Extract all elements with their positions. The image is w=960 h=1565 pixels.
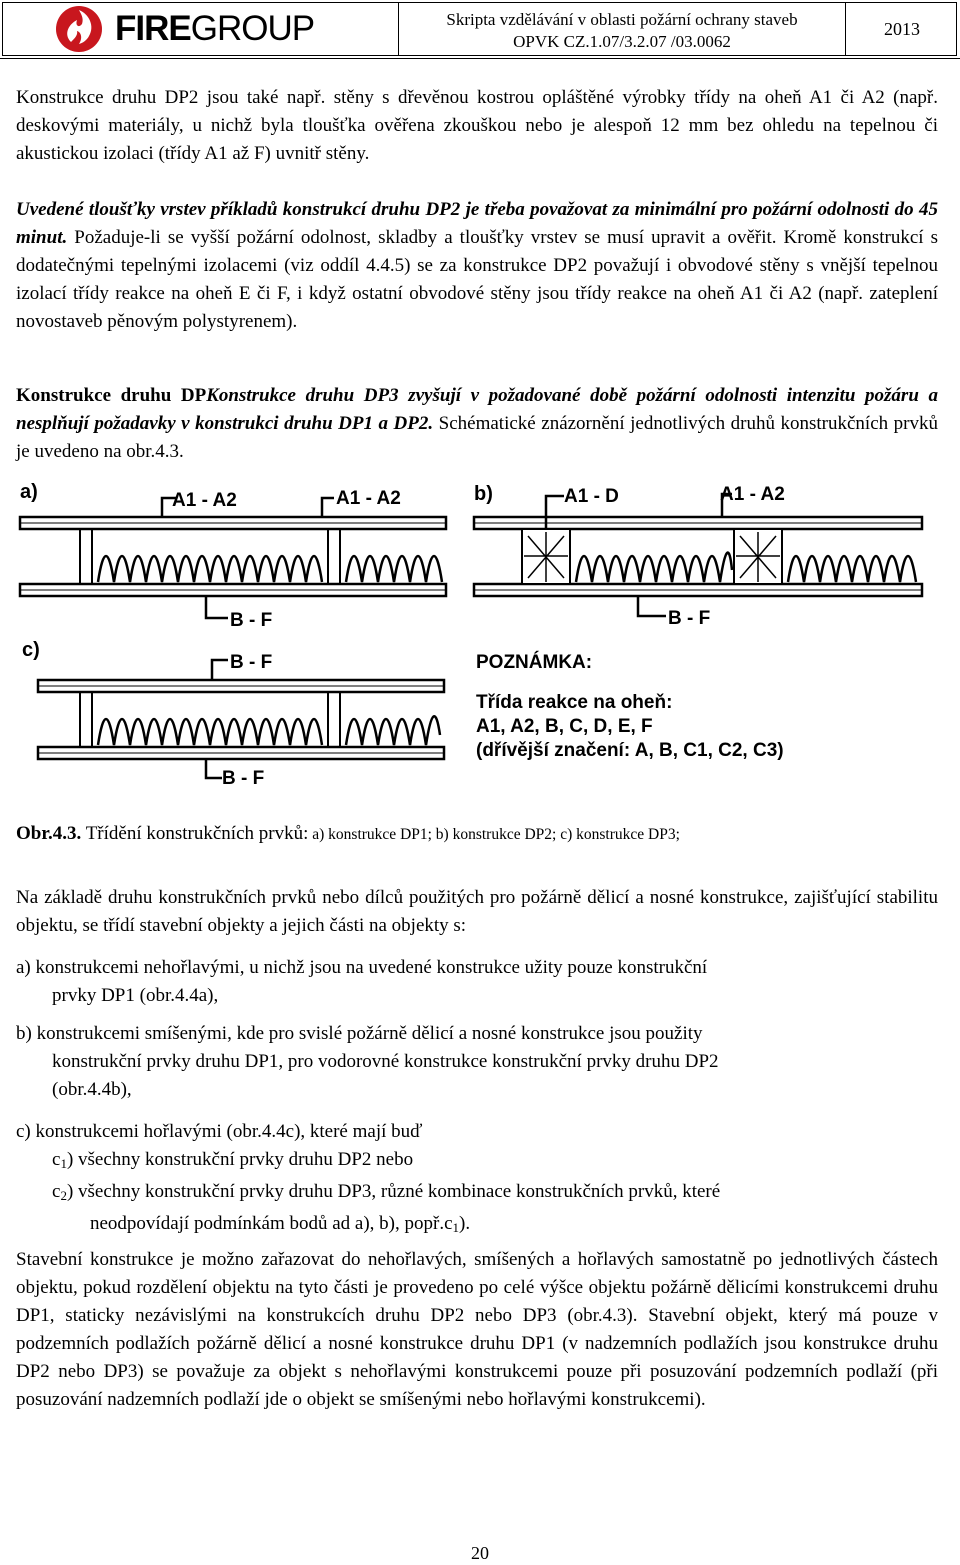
list-item-c: c) konstrukcemi hořlavými (obr.4.4c), které mají buď $c_1$) všechny konstrukční prvky druhu DP2 nebo $c_2$) všechny konstrukční prvky druhu DP3, různé kombinace konstrukčních prvků, které neodpovídají podmínkám bodů ad a), b), $popř.c_1$). [16,1118,938,1242]
caption-detail: a) konstrukce DP1; b) konstrukce DP2; c) konstrukce DP3; [308,826,680,843]
c-top-label: B - F [230,652,273,673]
c-bottom-label: B - F [222,768,265,789]
header-title [399,3,846,55]
figure-construction-types [16,470,946,815]
paragraph-dp3-emphasis: Konstrukce druhu DP3 zvyšují v požadované době požární odolnosti intenzitu požáru a nesplňují požadavky v konstrukci druhu DP1 a DP2. [16,385,938,434]
figure-note [476,651,784,761]
note-line3: (dřívější značení: A, B, C1, C2, C3) [476,740,784,761]
header-year: 2013 [884,19,920,39]
figure-caption [16,820,680,849]
paragraph-dp2-thickness [16,196,938,336]
header-title-line1: Skripta vzdělávání v oblasti požární ochrany staveb [446,10,798,29]
page-number: 20 [471,1543,489,1563]
flame-logo-icon [49,4,109,54]
a-top-left-label: A1 - A2 [172,490,237,511]
header-title-line2: OPVK CZ.1.07/3.2.07 /03.0062 [513,32,731,51]
list-item-b: b) konstrukcemi smíšenými, kde pro svislé požárně dělicí a nosné konstrukce jsou použity konstrukční prvky druhu DP1, pro vodorovné konstrukce konstrukční prvky druhu DP2 (obr.4.4b), [16,1023,719,1100]
panel-a [20,481,446,631]
firegroup-logo [3,3,399,55]
a-top-right-label: A1 - A2 [336,488,401,509]
logo-rest-text: GROUP [190,9,315,48]
paragraph-classification-intro: Na základě druhu konstrukčních prvků nebo dílců použitých pro požárně dělicí a nosné konstrukce, zajišťující stabilitu objektu, se třídí stavební objekty a jejich části na objekty s: [16,887,938,936]
b-top-left-label: A1 - D [564,486,619,507]
paragraph-dp2-emphasis: Uvedené tloušťky vrstev příkladů konstrukcí druhu DP2 je třeba považovat za minimální pro požární odolnosti do 45 minut. [16,199,938,248]
paragraph-dp3-rest: Schématické znázornění jednotlivých druhů konstrukčních prvků je uvedeno na obr.4.3. [16,413,938,462]
list-item-c1: $c_1$) všechny konstrukční prvky druhu DP2 nebo [52,1149,414,1171]
panel-b [474,483,922,629]
note-title: POZNÁMKA: [476,652,593,673]
caption-label: Obr.4.3. [16,823,82,844]
a-bottom-label: B - F [230,610,273,631]
panel-b-label: b) [474,483,493,505]
paragraph-dp3 [16,382,938,466]
caption-title: Třídění konstrukčních prvků: [81,823,309,844]
paragraph-dp3-lead: Konstrukce druhu DP [16,385,207,406]
note-line2: A1, A2, B, C, D, E, F [476,716,653,737]
note-line1: Třída reakce na oheň: [476,692,673,713]
list-item-c2: $c_2$) všechny konstrukční prvky druhu DP3, různé kombinace konstrukčních prvků, které [52,1181,721,1203]
paragraph-separate-classification: Stavební konstrukce je možno zařazovat do nehořlavých, smíšených a hořlavých samostatně po jednotlivých částech objektu, pokud rozdělení objektu na tyto části je provedeno po celé výšce objektu požárně dělicími konstrukcemi druhu DP1, staticky nezávislými na konstrukcích druhu DP2 nebo DP3 (obr.4.3). Stavební objekt, který má pouze v podzemních podlažích požárně dělicí a nosné konstrukce druhu DP1 (v nadzemních podlažích jsou konstrukce druhu DP2 nebo DP3) se považuje za objekt s nehořlavými konstrukcemi pouze při posuzování podzemních podlaží (při posuzování nadzemních podlaží jde o objekt se smíšenými nebo hořlavými konstrukcemi). [16,1249,938,1410]
panel-c-label: c) [22,639,40,661]
list-item-a: a) konstrukcemi nehořlavými, u nichž jsou na uvedené konstrukce užity pouze konstrukční prvky DP1 (obr.4.4a), [16,957,708,1006]
paragraph-dp2-rest: Požaduje-li se vyšší požární odolnost, skladby a tloušťky vrstev se musí upravit a ověřit. Kromě konstrukcí s dodatečnými tepelnými izolacemi (viz oddíl 4.4.5) se za konstrukce DP2 považují i obvodové stěny s vnější tepelnou izolací třídy reakce na oheň E či F, i když ostatní obvodové stěny jsou třídy reakce na oheň A1 či A2 (např. zateplení novostaveb pěnovým polystyrenem). [16,227,938,332]
b-bottom-label: B - F [668,608,711,629]
paragraph-dp2-walls: Konstrukce druhu DP2 jsou také např. stěny s dřevěnou kostrou opláštěné výrobky třídy na oheň A1 či A2 (např. deskovými materiály, u nichž byla tloušťka ověřena zkouškou nebo je alespoň 12 mm bez ohledu na tepelnou či akustickou izolaci (třídy A1 až F) uvnitř stěny. [16,87,938,164]
panel-c [22,639,444,789]
panel-a-label: a) [20,481,38,503]
logo-bold-text: FIRE [115,9,191,48]
page-header [0,0,960,59]
list-item-c2-continued: neodpovídají podmínkám bodů ad a), b), $popř.c_1$). [90,1213,471,1235]
b-top-right-label: A1 - A2 [720,484,785,505]
